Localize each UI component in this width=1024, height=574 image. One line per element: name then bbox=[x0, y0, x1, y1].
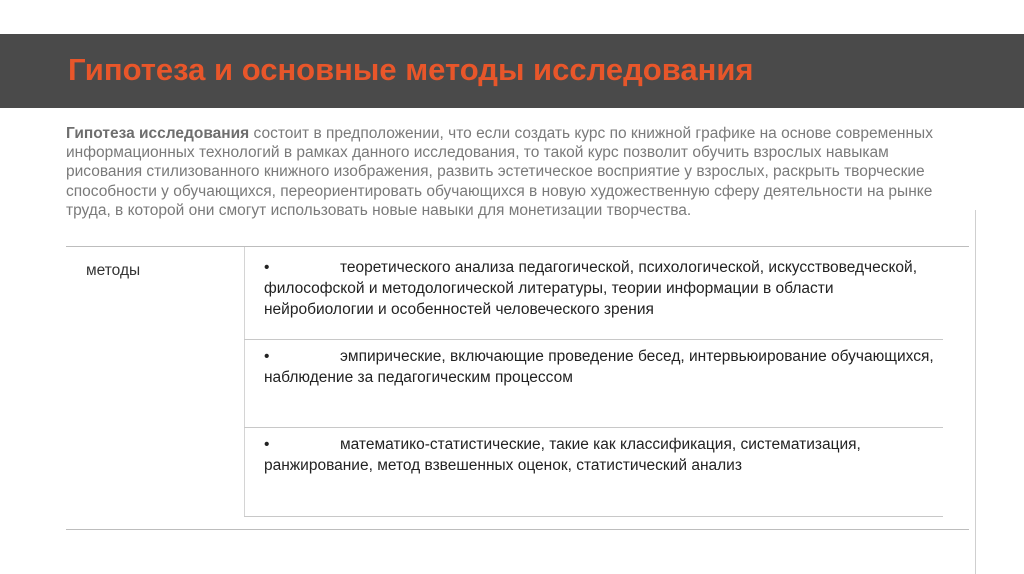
table-top-divider bbox=[66, 246, 969, 247]
hypothesis-lead: Гипотеза исследования bbox=[66, 125, 250, 142]
table-bottom-divider bbox=[66, 529, 969, 530]
method-item-theoretical bbox=[264, 257, 934, 320]
hypothesis-text: состоит в предположении, что если создать курс по книжной графике на основе современных информационных технологий в рамках данного исследования, то такой курс позволит обучить взрослых навыкам рисования стилизованного книжного изображения, развить эстетическое восприятие у взрослых, раскрыть творческие способности у обучающихся, переориентировать обучающихся в новую художественную сферу деятельности на рынке труда, в которой они смогут использовать новые навыки для монетизации творчества. bbox=[66, 125, 933, 219]
row-divider bbox=[244, 427, 943, 428]
method-item-empirical bbox=[264, 346, 934, 388]
method-text: математико-статистические, такие как классификация, систематизация, ранжирование, метод взвешенных оценок, статистический анализ bbox=[264, 436, 861, 474]
method-text: теоретического анализа педагогической, психологической, искусствоведческой, философской и методологической литературы, теории информации в области нейробиологии и особенностей человеческого зрения bbox=[264, 259, 918, 318]
methods-label: методы bbox=[86, 262, 141, 279]
method-text: эмпирические, включающие проведение бесед, интервьюирование обучающихся, наблюдение за педагогическим процессом bbox=[264, 348, 934, 386]
method-item-statistical bbox=[264, 434, 934, 476]
bullet: • bbox=[264, 259, 270, 276]
right-rule bbox=[975, 210, 976, 574]
bullet: • bbox=[264, 436, 270, 453]
column-divider bbox=[244, 247, 245, 517]
hypothesis-paragraph bbox=[66, 124, 946, 220]
row-divider bbox=[244, 339, 943, 340]
row-divider bbox=[244, 516, 943, 517]
bullet: • bbox=[264, 348, 270, 365]
slide-title: Гипотеза и основные методы исследования bbox=[68, 52, 754, 87]
